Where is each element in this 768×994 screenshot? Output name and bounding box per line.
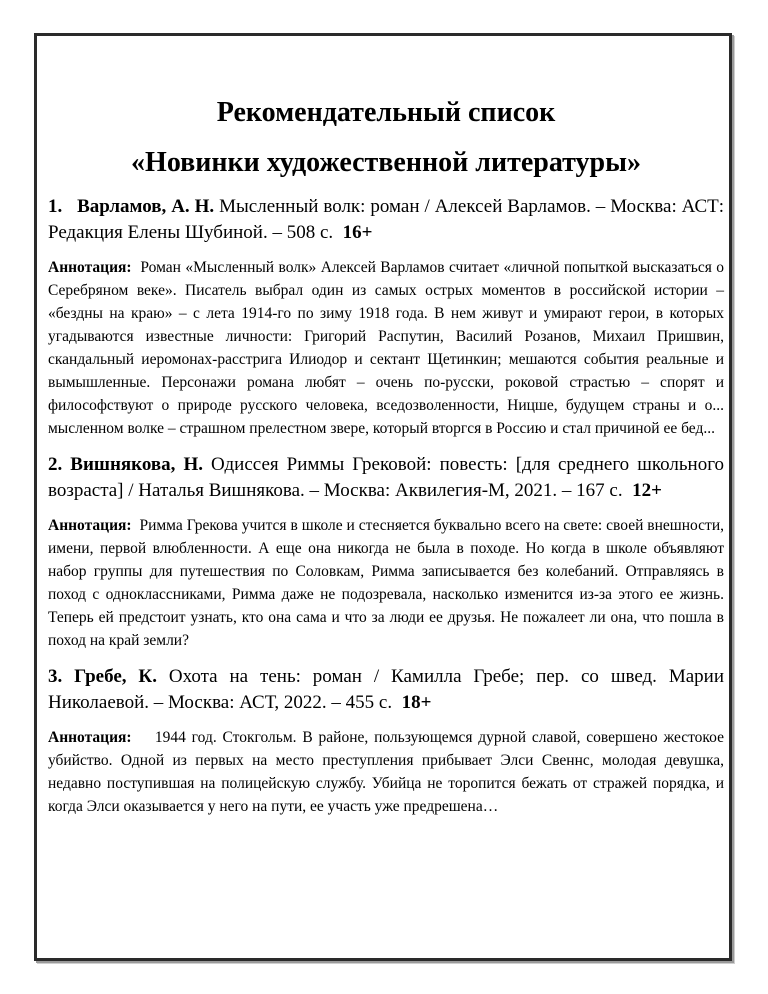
age-rating: 18+ — [401, 692, 432, 713]
annotation-1 — [48, 256, 724, 440]
annotation-text: Римма Грекова учится в школе и стесняется буквально всего на свете: своей внешности, имени, первой влюбленности. А еще она никогда не была в походе. Но когда в школе объявляют набор группы для путешествия по Соловкам, Римма записывается без колебаний. Отправляясь в поход с одноклассниками, Римма даже не подозревала, насколько изменится из-за этого ее жизнь. Теперь ей предстоит узнать, кто она сама и что за люди ее друзья. Не пожалеет ли она, что пошла в поход на край земли? — [48, 517, 724, 649]
entry-description: Мысленный волк: роман / Алексей Варламов. – Москва: АСТ: Редакция Елены Шубиной. – 508 с. — [48, 196, 725, 243]
annotation-text: 1944 год. Стокгольм. В районе, пользующемся дурной славой, совершено жестокое убийство. Одной из первых на место преступления прибывает Элси Свеннс, молодая девушка, недавно поступившая на полицейскую службу. Убийца не торопится бежать от стражей порядка, и когда Элси оказывается у него на пути, ее участь уже предрешена… — [48, 729, 724, 815]
entry-number: 2. — [48, 454, 63, 475]
book-entry-3 — [48, 664, 724, 716]
annotation-label: Аннотация: — [48, 259, 132, 276]
entry-number: 3. — [48, 666, 63, 687]
entry-description: Одиссея Риммы Грековой: повесть: [для среднего школьного возраста] / Наталья Вишнякова. – Москва: Аквилегия-М, 2021. – 167 с. — [48, 454, 725, 501]
age-rating: 12+ — [632, 480, 662, 501]
entry-number: 1. — [48, 196, 63, 217]
entry-author: Вишнякова, Н. — [70, 454, 203, 475]
annotation-label: Аннотация: — [48, 517, 132, 534]
page-title: Рекомендательный список — [216, 97, 556, 128]
entry-author: Гребе, К. — [74, 666, 157, 687]
book-entry-2 — [48, 452, 724, 504]
book-entry-1 — [48, 194, 724, 246]
entry-description: Охота на тень: роман / Камилла Гребе; пер. со швед. Марии Николаевой. – Москва: АСТ, 2022. – 455 с. — [48, 666, 724, 713]
age-rating: 16+ — [342, 222, 373, 243]
annotation-3 — [48, 726, 724, 818]
annotation-text: Роман «Мысленный волк» Алексей Варламов считает «личной попыткой высказаться о Серебряном веке». Писатель выбрал один из самых острых моментов в российской истории – «бездны на краю» – с лета 1914-го по зиму 1918 года. В нем живут и умирают герои, в которых угадываются известные личности: Григорий Распутин, Василий Розанов, Михаил Пришвин, скандальный иеромонах-расстрига Илиодор и сектант Щетинкин; мешаются события реальные и вымышленные. Персонажи романа любят – очень по-русски, роковой страстью – спорят и философствуют о природе русского человека, вседозволенности, Ницше, будущем страны и о... мысленном волке – страшном прелестном звере, который вторгся в Россию и стал причиной ее бед... — [48, 259, 724, 437]
annotation-2 — [48, 514, 724, 652]
document-body — [48, 96, 724, 830]
entry-author: Варламов, А. Н. — [77, 196, 215, 217]
page-subtitle: «Новинки художественной литературы» — [131, 147, 641, 178]
annotation-label: Аннотация: — [48, 729, 132, 746]
